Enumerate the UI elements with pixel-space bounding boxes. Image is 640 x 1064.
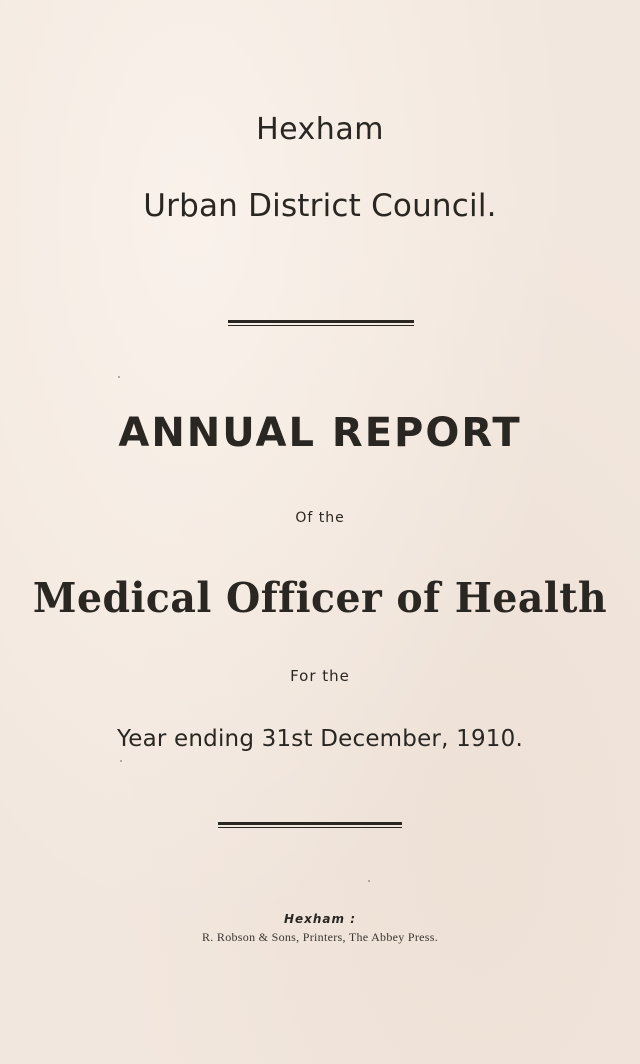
paper-speck xyxy=(120,760,122,762)
divider-thick-line xyxy=(218,822,402,825)
divider-thin-line xyxy=(228,325,414,326)
of-the-text: Of the xyxy=(295,510,345,526)
imprint-place: Hexham : xyxy=(283,912,357,926)
council-heading: Urban District Council. xyxy=(143,188,497,224)
imprint-printer: R. Robson & Sons, Printers, The Abbey Press. xyxy=(202,930,438,944)
town-heading: Hexham xyxy=(256,112,384,147)
year-ending-line: Year ending 31st December, 1910. xyxy=(117,726,523,752)
for-the-text: For the xyxy=(290,667,350,685)
report-title: ANNUAL REPORT xyxy=(118,410,522,456)
officer-title: Medical Officer of Health xyxy=(32,574,608,622)
divider-thick-line xyxy=(228,320,414,323)
paper-speck xyxy=(368,880,370,882)
paper-speck xyxy=(118,376,120,378)
divider-thin-line xyxy=(218,827,402,828)
